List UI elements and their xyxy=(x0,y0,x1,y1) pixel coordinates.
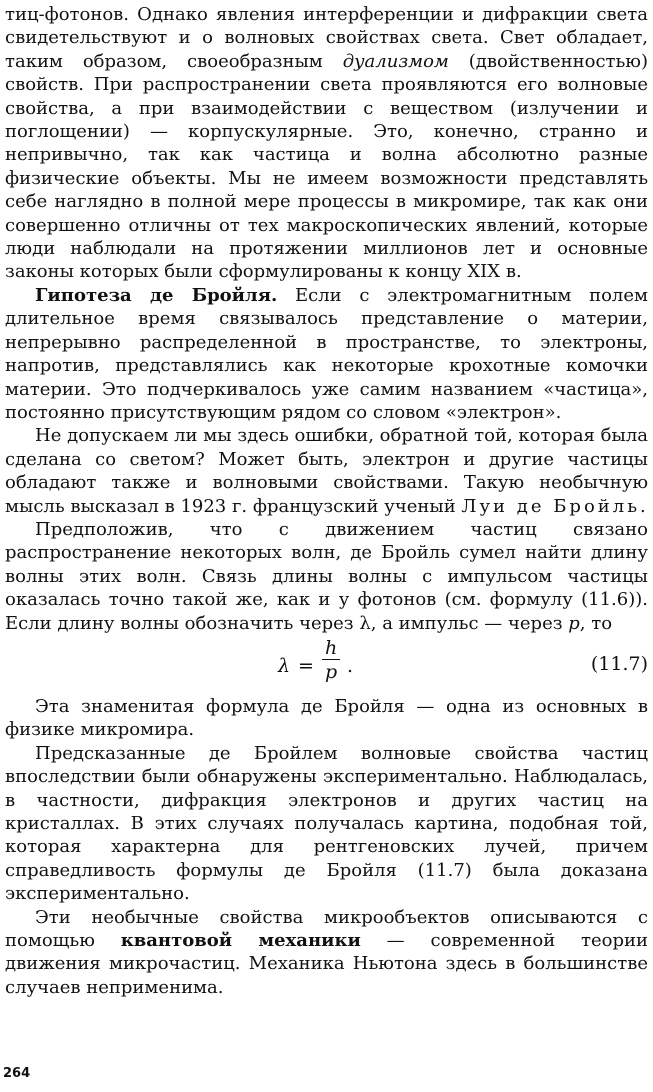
paragraph-quantum-mechanics xyxy=(5,906,648,1000)
text-run: . xyxy=(640,495,646,517)
formula-fraction xyxy=(322,637,340,684)
paragraph-de-broglie-hypothesis xyxy=(5,284,648,424)
formula-lambda: λ xyxy=(278,654,291,677)
text-run: Предсказанные де Бройлем волновые свойства частиц впоследствии были обнаружены экспериментально. Наблюдалась, в частности, дифракция электронов и других частиц на кристаллах. В этих случаях получалась картина, подобная той, которая характерна для рентгеновских лучей, причем справедливость формулы де Бройля (11.7) была доказана экспериментально. xyxy=(5,742,648,905)
formula-equals: = xyxy=(298,654,314,677)
spaced-name: Луи де Бройль xyxy=(461,495,641,517)
paragraph-famous-formula xyxy=(5,695,648,742)
bold-term-quantum-mechanics: квантовой механики xyxy=(120,930,361,952)
paragraph-wave-properties xyxy=(5,424,648,518)
text-run: тиц-фотонов. Однако явления интерференции и дифракции света свидетельствуют и о волновых свойствах света. Свет обладает, таким образом, своеобразным xyxy=(5,4,648,72)
formula-11-7 xyxy=(5,635,648,695)
fraction-numerator: h xyxy=(322,637,340,660)
italic-term-dualism: дуализмом xyxy=(342,50,449,72)
text-run: Если с электромагнитным полем длительное время связывалось представление о материи, непрерывно распределенной в пространстве, то электроны, напротив, представлялись как некоторые крохотные комочки материи. Это подчеркивалось уже самим названием «частица», постоянно присутствующим рядом со словом «электрон». xyxy=(5,284,648,423)
text-run: Предположив, что с движением частиц связано распространение некоторых волн, де Бройль сумел найти длину волны этих волн. Связь длины волны с импульсом частицы оказалась точно такой же, как и у фотонов (см. формулу (11.6)). Если длину волны обозначить через λ, а импульс — через xyxy=(5,518,648,634)
text-run: Эти необычные свойства микрообъектов описываются с помощью xyxy=(5,906,648,952)
formula-dot: . xyxy=(347,654,354,677)
text-run: , то xyxy=(579,612,613,634)
paragraph-duality xyxy=(5,3,648,284)
text-run: Эта знаменитая формула де Бройля — одна из основных в физике микромира. xyxy=(5,695,648,741)
text-run: (двойственностью) свойств. При распространении света проявляются его волновые свойства, а при взаимодействии с веществом (излучении и поглощении) — корпускулярные. Это, конечно, странно и непривычно, так как частица и волна абсолютно разные физические объекты. Мы не имеем возможности представлять себе наглядно в полной мере процессы в микромире, так как они совершенно отличны от тех макроскопических явлений, которые люди наблюдали на протяжении миллионов лет и основные законы которых были сформулированы к концу XIX в. xyxy=(5,50,648,283)
text-run: Не допускаем ли мы здесь ошибки, обратной той, которая была сделана со светом? Может быть, электрон и другие частицы обладают также и волновыми свойствами. Такую необычную мысль высказал в 1923 г. французский ученый xyxy=(5,425,648,517)
paragraph-experimental-confirmation xyxy=(5,742,648,906)
section-heading: Гипотеза де Бройля. xyxy=(35,284,278,306)
fraction-denominator: p xyxy=(325,660,338,683)
text-run: — современной теории движения микрочастиц. Механика Ньютона здесь в большинстве случаев неприменима. xyxy=(5,930,648,998)
page-body xyxy=(5,3,648,999)
variable-p: p xyxy=(568,612,580,634)
page-number: 264 xyxy=(3,1066,31,1081)
formula-number: (11.7) xyxy=(590,652,648,675)
paragraph-wavelength xyxy=(5,518,648,635)
